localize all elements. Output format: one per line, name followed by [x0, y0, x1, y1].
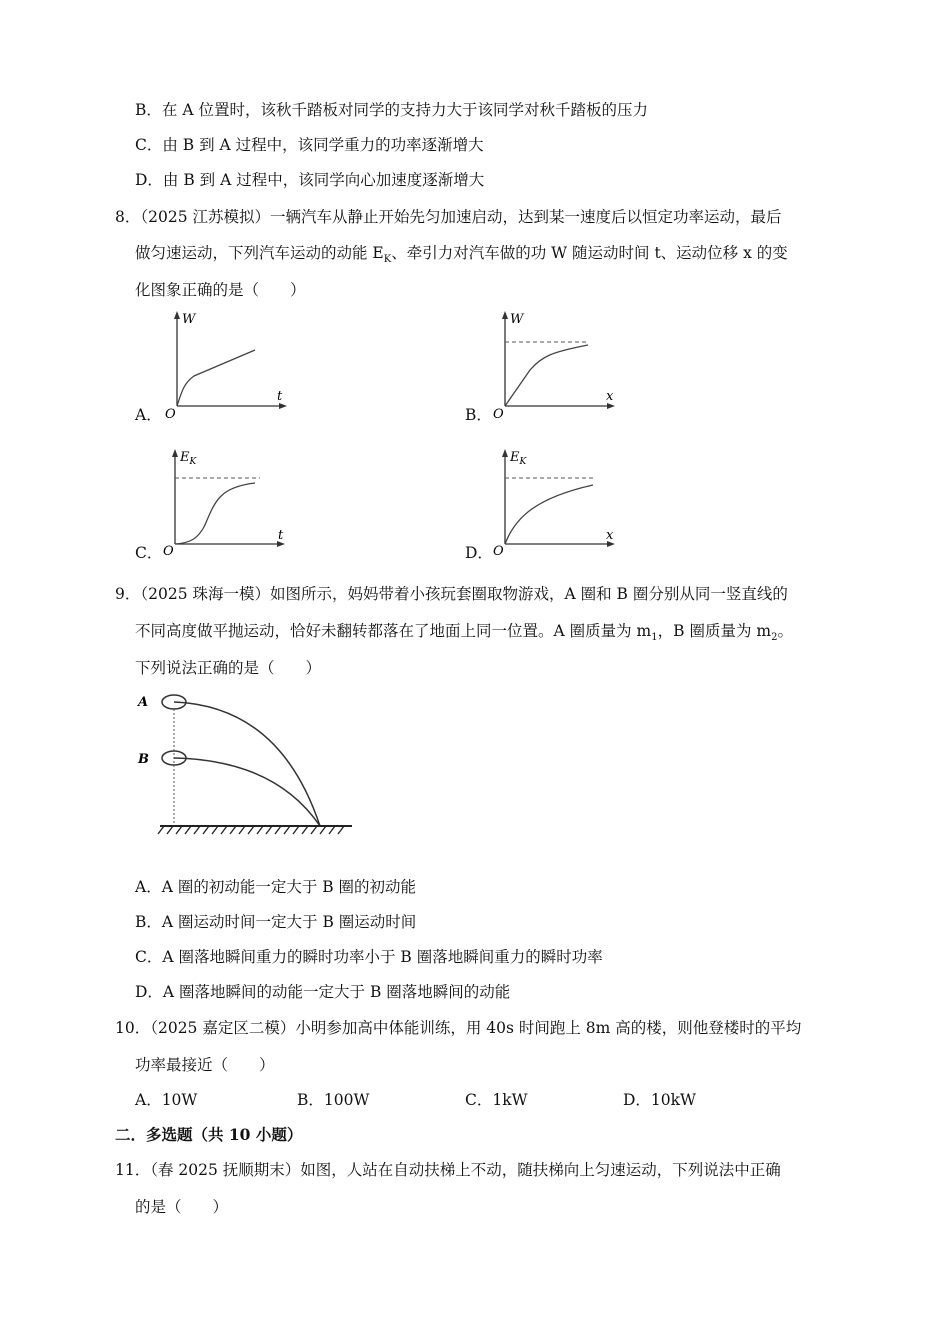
q8-graph-a: [160, 308, 290, 420]
q8-graph-c: [160, 443, 290, 558]
q8-graph-a-ylabel: W: [182, 312, 196, 327]
q9-option-a: A．A 圈的初动能一定大于 B 圈的初动能: [135, 878, 417, 896]
q7-option-b: B．在 A 位置时，该秋千踏板对同学的支持力大于该同学对秋千踏板的压力: [135, 101, 648, 119]
ground-hatching: [158, 826, 344, 834]
q10-option-d: D．10kW: [623, 1091, 696, 1109]
q10-option-c: C．1kW: [465, 1091, 528, 1109]
q8-graph-b-label: B．: [465, 406, 492, 424]
q8-graph-d: [490, 443, 620, 558]
q8-stem-line2: 做匀速运动，下列汽车运动的动能 $E_K$、牵引力对汽车做的功 W 随运动时间 t、运动位移 x 的变: [135, 244, 788, 266]
q9-option-d: D．A 圈落地瞬间的动能一定大于 B 圈落地瞬间的动能: [135, 983, 511, 1001]
q10-stem-line2: 功率最接近（ ）: [135, 1056, 275, 1074]
q9-option-b: B．A 圈运动时间一定大于 B 圈运动时间: [135, 913, 417, 931]
q8-graph-d-xlabel: x: [606, 528, 614, 543]
q9-stem-line3: 下列说法正确的是（ ）: [135, 659, 322, 677]
q10-option-b: B．100W: [297, 1091, 370, 1109]
q10-stem-line1: 10．（2025 嘉定区二模）小明参加高中体能训练，用 40s 时间跑上 8m 高的楼，则他登楼时的平均: [115, 1019, 802, 1037]
q7-option-c: C．由 B 到 A 过程中，该同学重力的功率逐渐增大: [135, 136, 484, 154]
q8-graph-a-origin: O: [165, 407, 176, 420]
q9-option-c: C．A 圈落地瞬间重力的瞬时功率小于 B 圈落地瞬间重力的瞬时功率: [135, 948, 603, 966]
q8-graph-d-origin: O: [493, 544, 504, 558]
q8-graph-c-origin: O: [163, 544, 174, 558]
trajectory-b: [174, 758, 320, 826]
q7-option-d: D．由 B 到 A 过程中，该同学向心加速度逐渐增大: [135, 171, 485, 189]
q8-graph-d-ylabel: $E_K$: [510, 450, 527, 467]
q8-graph-b-ylabel: W: [510, 312, 524, 327]
q9-figure: [130, 688, 360, 838]
q8-stem-line3: 化图象正确的是（ ）: [135, 281, 306, 299]
q8-graph-d-label: D．: [465, 544, 493, 562]
q8-graph-a-xlabel: t: [277, 389, 283, 404]
q8-graph-b-xlabel: x: [606, 389, 614, 404]
section-title-multiple-choice: 二．多选题（共 10 小题）: [115, 1125, 303, 1144]
q10-option-a: A．10W: [135, 1091, 198, 1109]
q9-label-a: A: [138, 695, 149, 710]
q9-stem-line2: 不同高度做平抛运动，恰好未翻转都落在了地面上同一位置。A 圈质量为 $m_1$，B 圈质量为 $m_2$。: [135, 622, 793, 644]
q9-stem-line1: 9．（2025 珠海一模）如图所示，妈妈带着小孩玩套圈取物游戏，A 圈和 B 圈分别从同一竖直线的: [115, 585, 788, 603]
trajectory-a: [174, 702, 320, 826]
q8-stem-line1: 8．（2025 江苏模拟）一辆汽车从静止开始先匀加速启动，达到某一速度后以恒定功率运动，最后: [115, 208, 782, 226]
q8-graph-a-label: A．: [135, 406, 162, 424]
q8-graph-b: [490, 308, 620, 420]
q8-graph-c-xlabel: t: [278, 528, 284, 543]
q8-graph-c-ylabel: $E_K$: [180, 450, 197, 467]
q11-stem-line1: 11．（春 2025 抚顺期末）如图，人站在自动扶梯上不动，随扶梯向上匀速运动，下列说法中正确: [115, 1161, 781, 1179]
q9-label-b: B: [138, 752, 149, 767]
q8-graph-c-label: C．: [135, 544, 163, 562]
q11-stem-line2: 的是（ ）: [135, 1198, 229, 1216]
q8-graph-b-origin: O: [493, 407, 504, 420]
